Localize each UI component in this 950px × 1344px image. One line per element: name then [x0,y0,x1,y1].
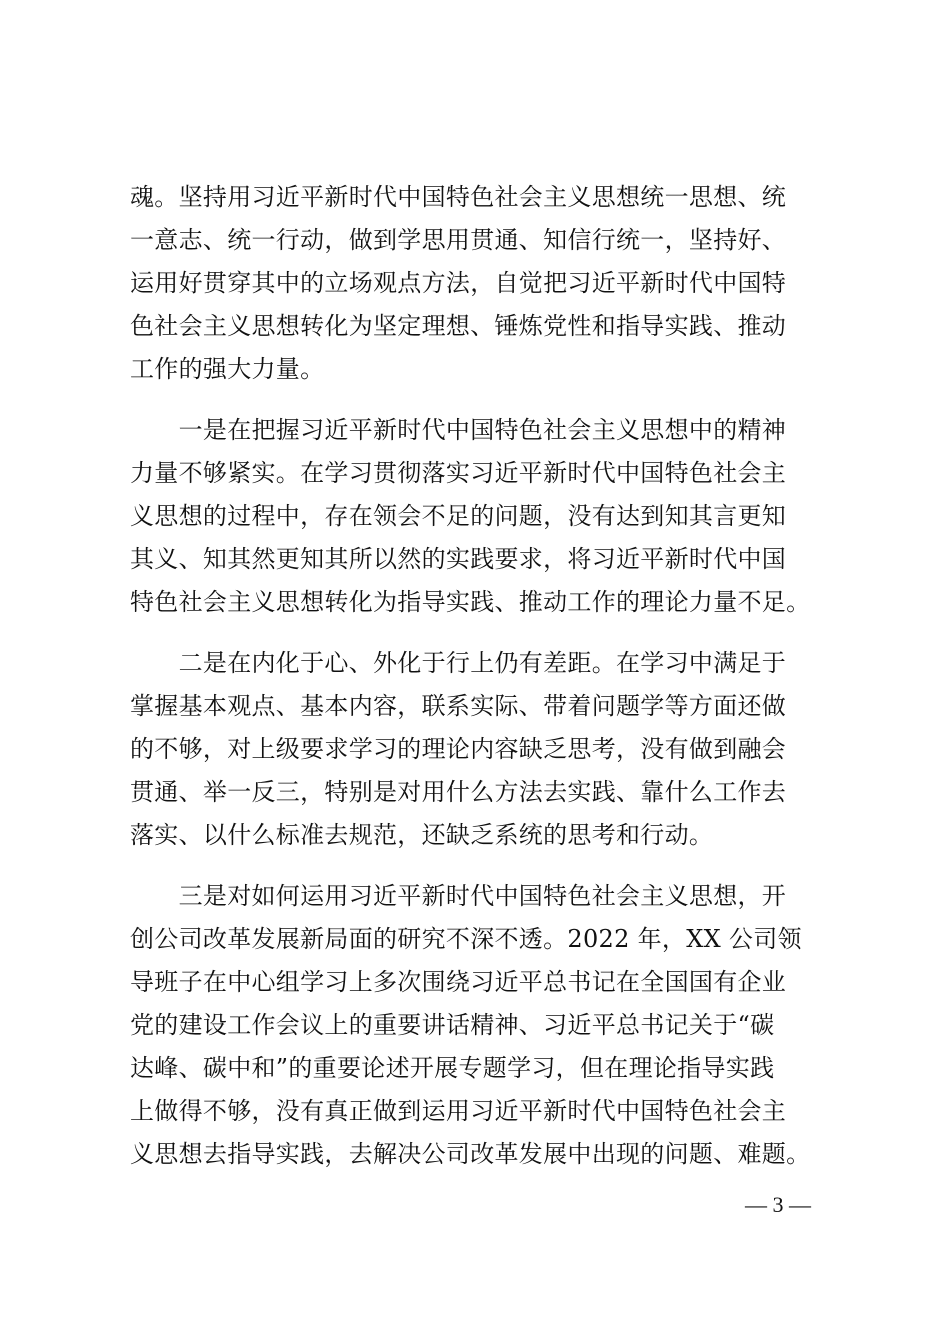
paragraph-issue-3 [130,875,830,1176]
text-line: 运用好贯穿其中的立场观点方法，自觉把习近平新时代中国特 [130,269,787,297]
paragraph-issue-2 [130,642,830,857]
text-line: 义思想的过程中，存在领会不足的问题，没有达到知其言更知 [130,502,787,530]
paragraph-intro [130,176,830,391]
text-line: 工作的强大力量。 [130,355,325,383]
text-line: 贯通、举一反三，特别是对用什么方法去实践、靠什么工作去 [130,778,787,806]
paragraph-spacer [130,624,830,642]
text-line: 达峰、碳中和”的重要论述开展专题学习，但在理论指导实践 [130,1054,775,1082]
text-line: 的不够，对上级要求学习的理论内容缺乏思考，没有做到融会 [130,735,787,763]
paragraph-issue-1 [130,409,830,624]
text-line: 力量不够紧实。在学习贯彻落实习近平新时代中国特色社会主 [130,459,787,487]
text-line: 义思想去指导实践，去解决公司改革发展中出现的问题、难题。 [130,1140,811,1168]
text-line: 其义、知其然更知其所以然的实践要求，将习近平新时代中国 [130,545,787,573]
text-line: 一意志、统一行动，做到学思用贯通、知信行统一，坚持好、 [130,226,787,254]
page-number: — 3 — [745,1192,811,1217]
text-line: 三是对如何运用习近平新时代中国特色社会主义思想，开 [130,882,787,910]
text-line: 落实、以什么标准去规范，还缺乏系统的思考和行动。 [130,821,714,849]
text-line: 掌握基本观点、基本内容，联系实际、带着问题学等方面还做 [130,692,787,720]
text-line: 色社会主义思想转化为坚定理想、锤炼党性和指导实践、推动 [130,312,787,340]
text-line: 二是在内化于心、外化于行上仍有差距。在学习中满足于 [130,649,787,677]
body-text [130,176,830,1176]
text-line: 魂。坚持用习近平新时代中国特色社会主义思想统一思想、统 [130,183,787,211]
paragraph-spacer [130,857,830,875]
text-line: 导班子在中心组学习上多次围绕习近平总书记在全国国有企业 [130,968,787,996]
text-line: 一是在把握习近平新时代中国特色社会主义思想中的精神 [130,416,787,444]
paragraph-spacer [130,391,830,409]
text-line: 上做得不够，没有真正做到运用习近平新时代中国特色社会主 [130,1097,787,1125]
text-line: 党的建设工作会议上的重要讲话精神、习近平总书记关于“碳 [130,1011,775,1039]
text-line: 创公司改革发展新局面的研究不深不透。2022 年，XX 公司领 [130,925,802,953]
text-line: 特色社会主义思想转化为指导实践、推动工作的理论力量不足。 [130,588,811,616]
